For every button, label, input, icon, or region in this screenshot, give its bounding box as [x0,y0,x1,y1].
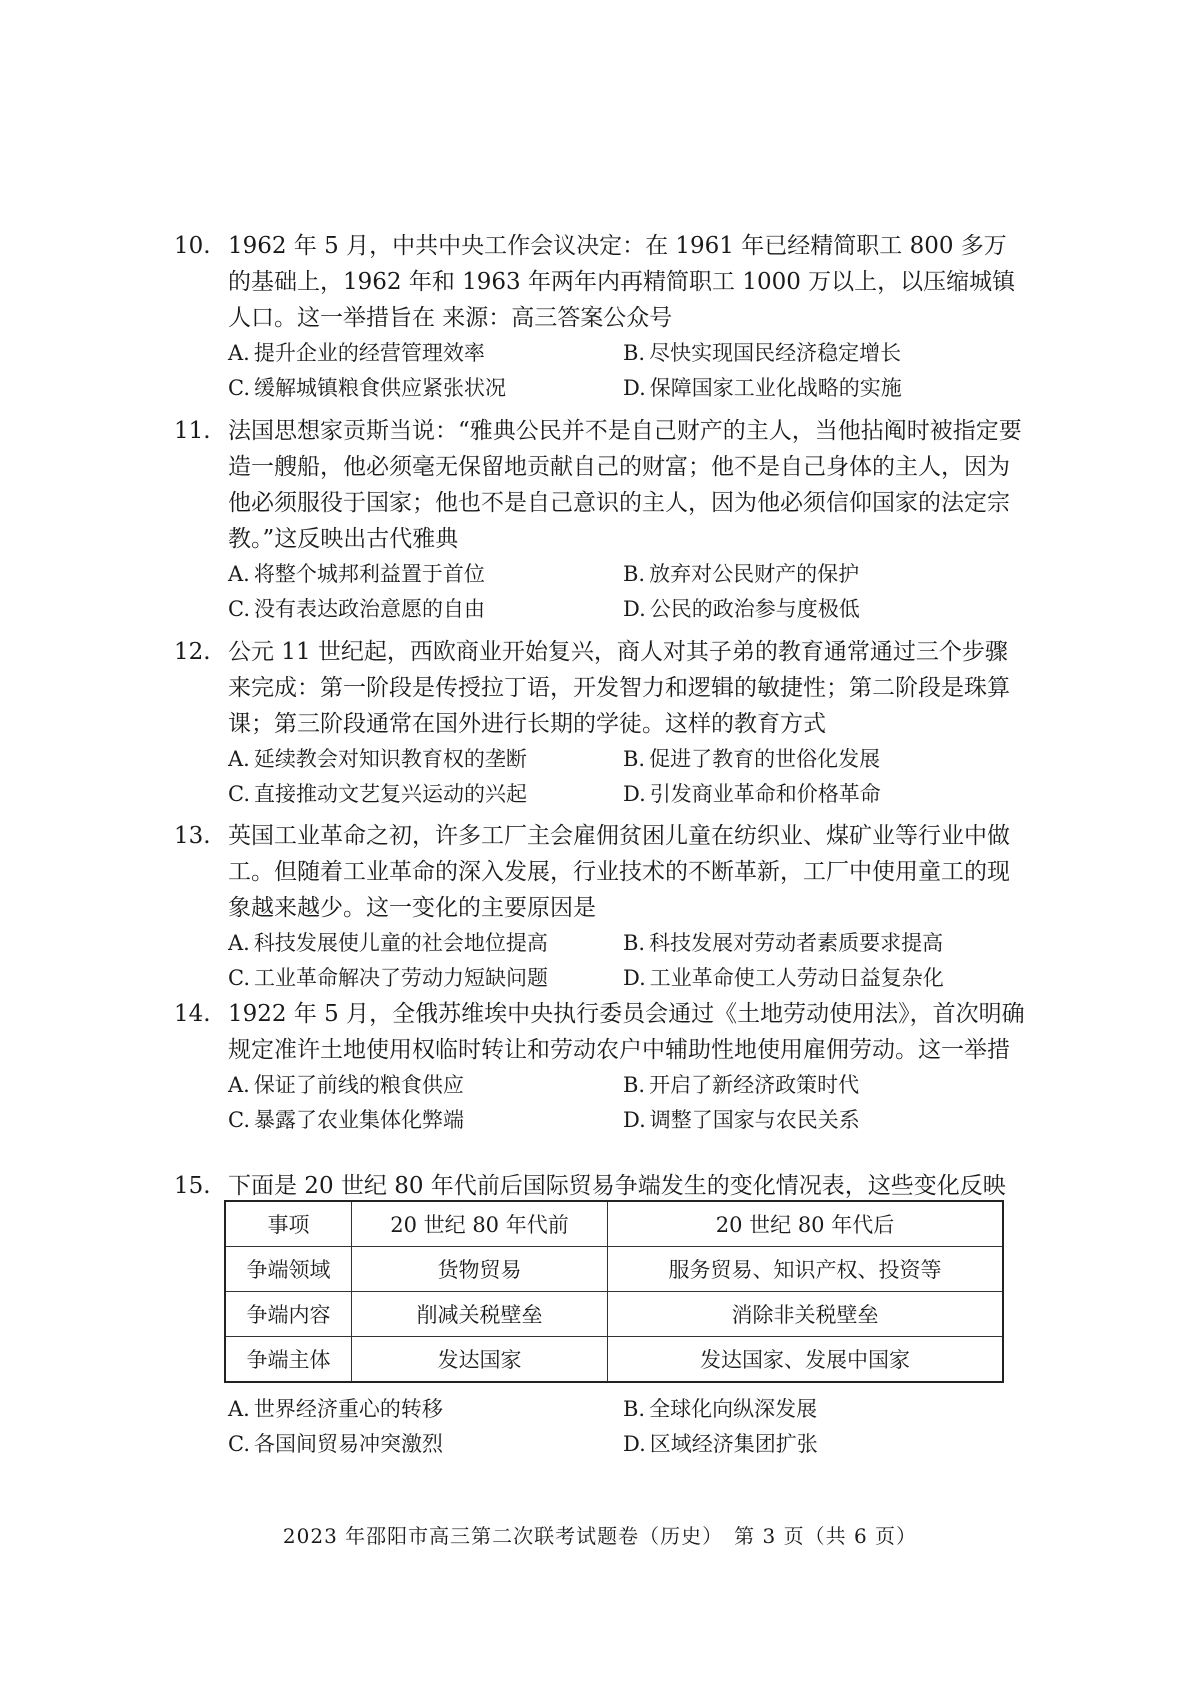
options [228,336,1028,406]
question-number: 13. [174,823,211,849]
option-a: A. 保证了前线的粮食供应 [228,1073,464,1097]
option-a: A. 将整个城邦利益置于首位 [228,562,485,586]
table-cell: 消除非关税壁垒 [608,1292,1004,1337]
question-stem [174,413,1028,557]
option-c: C. 暴露了农业集体化弊端 [228,1108,464,1132]
question-text: 法国思想家贡斯当说：“雅典公民并不是自己财产的主人，当他拈阄时被指定要造一艘船，他必须毫无保留地贡献自己的财富；他不是自己身体的主人，因为他必须服役于国家；他也不是自己意识的主人，因为他必须信仰国家的法定宗教。”这反映出古代雅典 [228,418,1022,552]
question-number: 14. [174,1001,211,1027]
question-11 [174,413,1028,627]
option-a: A. 提升企业的经营管理效率 [228,341,485,365]
option-a: A. 世界经济重心的转移 [228,1397,443,1421]
options [228,557,1028,627]
question-stem [174,996,1028,1068]
question-number: 10. [174,233,211,259]
question-text: 下面是 20 世纪 80 年代前后国际贸易争端发生的变化情况表，这些变化反映 [228,1173,1006,1199]
table-cell: 服务贸易、知识产权、投资等 [608,1247,1004,1292]
question-stem [174,1168,1028,1204]
options [228,1068,1028,1138]
table-row [225,1247,1003,1292]
question-text: 公元 11 世纪起，西欧商业开始复兴，商人对其子弟的教育通常通过三个步骤来完成：第一阶段是传授拉丁语，开发智力和逻辑的敏捷性；第二阶段是珠算课；第三阶段通常在国外进行长期的学徒。这样的教育方式 [228,639,1010,737]
table-cell: 争端主体 [225,1337,352,1383]
table-header-row [225,1201,1003,1247]
trade-dispute-table [224,1200,1004,1383]
option-d: D. 区域经济集团扩张 [623,1432,818,1456]
option-a: A. 延续教会对知识教育权的垄断 [228,747,527,771]
question-stem [174,818,1028,926]
table-cell: 争端内容 [225,1292,352,1337]
option-d: D. 调整了国家与农民关系 [623,1108,860,1132]
question-stem [174,634,1028,742]
question-number: 12. [174,639,211,665]
question-number: 11. [174,418,211,444]
question-text: 1962 年 5 月，中共中央工作会议决定：在 1961 年已经精简职工 800 多万的基础上，1962 年和 1963 年两年内再精简职工 1000 万以上，以压缩城镇人口。这一举措旨在 来源：高三答案公众号 [228,233,1016,331]
question-15-options [198,1392,1028,1462]
table-header-cell: 20 世纪 80 年代后 [608,1201,1004,1247]
option-b: B. 促进了教育的世俗化发展 [623,747,881,771]
option-b: B. 尽快实现国民经济稳定增长 [623,341,902,365]
option-d: D. 公民的政治参与度极低 [623,597,860,621]
options [228,926,1028,996]
question-text: 1922 年 5 月，全俄苏维埃中央执行委员会通过《土地劳动使用法》，首次明确规定准许土地使用权临时转让和劳动农户中辅助性地使用雇佣劳动。这一举措 [228,1001,1025,1063]
option-a: A. 科技发展使儿童的社会地位提高 [228,931,548,955]
option-c: C. 直接推动文艺复兴运动的兴起 [228,782,527,806]
table-cell: 发达国家、发展中国家 [608,1337,1004,1383]
option-b: B. 放弃对公民财产的保护 [623,562,860,586]
question-14 [174,996,1028,1138]
question-text: 英国工业革命之初，许多工厂主会雇佣贫困儿童在纺织业、煤矿业等行业中做工。但随着工业革命的深入发展，行业技术的不断革新，工厂中使用童工的现象越来越少。这一变化的主要原因是 [228,823,1010,921]
option-c: C. 工业革命解决了劳动力短缺问题 [228,966,548,990]
options [228,1392,1028,1462]
question-number: 15. [174,1173,211,1199]
table-cell: 争端领域 [225,1247,352,1292]
question-12 [174,634,1028,812]
table-cell: 货物贸易 [352,1247,608,1292]
options [228,742,1028,812]
option-c: C. 没有表达政治意愿的自由 [228,597,485,621]
option-b: B. 开启了新经济政策时代 [623,1073,860,1097]
table-cell: 削减关税壁垒 [352,1292,608,1337]
option-b: B. 科技发展对劳动者素质要求提高 [623,931,944,955]
page-footer: 2023 年邵阳市高三第二次联考试题卷（历史） 第 3 页（共 6 页） [282,1524,918,1548]
table-header-cell: 20 世纪 80 年代前 [352,1201,608,1247]
table-row [225,1337,1003,1383]
option-c: C. 各国间贸易冲突激烈 [228,1432,443,1456]
option-b: B. 全球化向纵深发展 [623,1397,818,1421]
table-row [225,1292,1003,1337]
option-d: D. 工业革命使工人劳动日益复杂化 [623,966,944,990]
option-d: D. 引发商业革命和价格革命 [623,782,881,806]
table-cell: 发达国家 [352,1337,608,1383]
question-stem [174,228,1028,336]
option-d: D. 保障国家工业化战略的实施 [623,376,902,400]
question-13 [174,818,1028,996]
question-15 [174,1168,1028,1204]
option-c: C. 缓解城镇粮食供应紧张状况 [228,376,506,400]
question-10 [174,228,1028,406]
table-header-cell: 事项 [225,1201,352,1247]
